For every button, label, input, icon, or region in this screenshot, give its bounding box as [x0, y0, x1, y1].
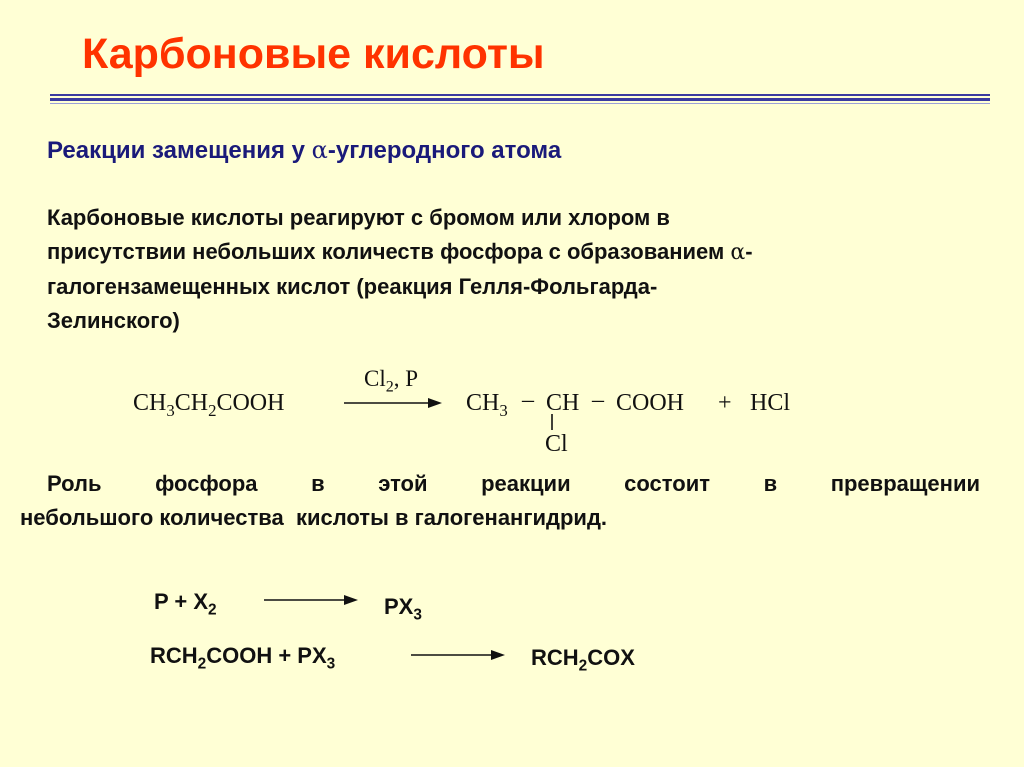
subtitle-prefix: Реакции замещения у [47, 137, 312, 164]
reaction-arrow [344, 396, 444, 410]
plus-sign: + [718, 390, 732, 416]
reaction2-arrow [264, 593, 360, 607]
intro-line-2-text: присутствии небольших количеств фосфора с образованием [47, 239, 731, 264]
bond-1: – [522, 387, 534, 413]
reaction2-reactants: $P + X_2$ [154, 589, 217, 619]
title-underline [50, 94, 990, 104]
intro-line-1: Карбоновые кислоты реагируют с бромом или хлором в [47, 205, 670, 230]
reaction3-reactants: $RCH_2COOH + PX_3$ [150, 643, 336, 673]
role-line-1: Роль фосфора в этой реакции состоит в превращении [47, 471, 980, 496]
intro-line-3: галогензамещенных кислот (реакция Гелля-Фольгарда- [47, 274, 658, 299]
intro-line-2 [47, 235, 977, 270]
intro-line-4: Зелинского) [47, 308, 180, 333]
intro-line-2-dash: - [745, 239, 753, 264]
reactant-propanoic-acid: $CH_3CH_2COOH$ [133, 390, 285, 420]
subtitle-suffix: -углеродного атома [327, 137, 562, 164]
page-title: Карбоновые кислоты [82, 30, 545, 78]
reaction-conditions: $Cl_2$, P [364, 366, 419, 396]
substituent-cl: Cl [545, 431, 568, 457]
reaction3-arrow [411, 648, 507, 662]
vertical-bond [550, 414, 554, 432]
section-subtitle [47, 136, 561, 165]
bond-2: – [592, 387, 604, 413]
intro-paragraph [47, 201, 977, 338]
reaction2-product: $PX_3$ [384, 594, 422, 624]
product-cooh: COOH [616, 390, 685, 416]
product-ch: CH [546, 390, 580, 416]
product-ch3: $CH_3$ [466, 390, 508, 420]
reaction3-product: $RCH_2COX$ [531, 645, 635, 675]
role-line-2: небольшого количества кислоты в галогенангидрид. [20, 505, 608, 530]
phosphorus-role-paragraph [20, 467, 980, 535]
alpha-symbol: α [730, 240, 746, 265]
byproduct-hcl: HCl [750, 390, 791, 416]
alpha-symbol: α [311, 136, 328, 164]
